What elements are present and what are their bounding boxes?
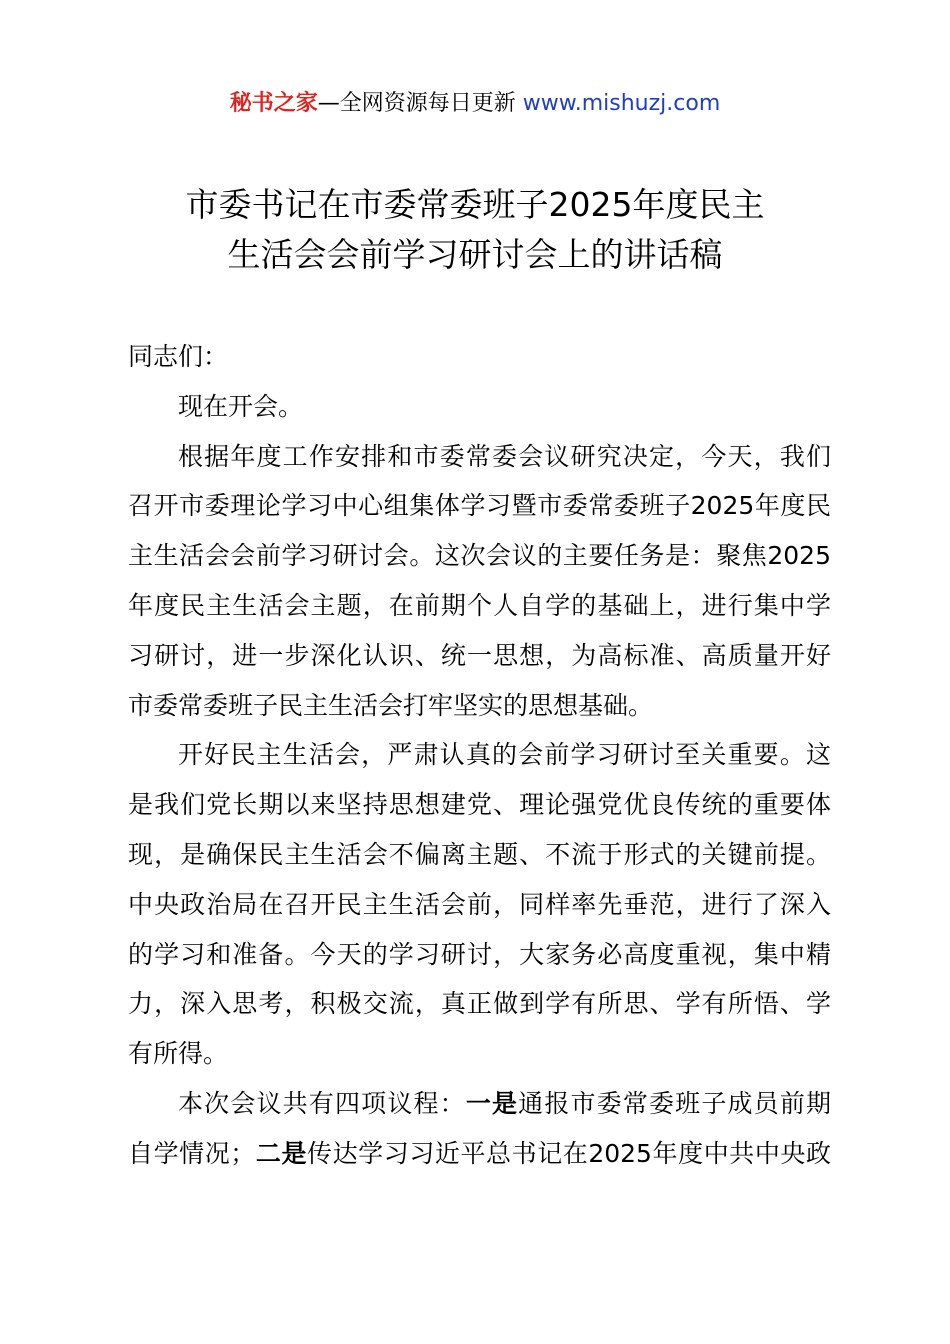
site-url-link[interactable]: www.mishuzj.com xyxy=(522,91,721,116)
agenda-item-1-marker: 一是 xyxy=(465,1088,519,1118)
paragraph-3-line: 有所得。 xyxy=(128,1039,229,1069)
paragraph-2-line: 习研讨，进一步深化认识、统一思想，为高标准、高质量开好 xyxy=(128,640,831,670)
header-tagline: —全网资源每日更新 xyxy=(317,91,523,116)
paragraph-4-line xyxy=(128,1079,831,1129)
document-title xyxy=(0,180,950,280)
paragraph-2-line: 市委常委班子民主生活会打牢坚实的思想基础。 xyxy=(128,690,654,720)
paragraph-1: 现在开会。 xyxy=(178,391,304,421)
paragraph-3-line: 开好民主生活会，严肃认真的会前学习研讨至关重要。这 xyxy=(178,740,831,770)
paragraph-3-line: 中央政治局在召开民主生活会前，同样率先垂范，进行了深入 xyxy=(128,889,831,919)
paragraph-4-line xyxy=(128,1129,831,1179)
title-line-2: 生活会会前学习研讨会上的讲话稿 xyxy=(227,235,723,274)
agenda-item-1-text-cont: 自学情况； xyxy=(128,1138,256,1168)
salutation: 同志们： xyxy=(128,342,229,371)
brand-name: 秘书之家 xyxy=(229,91,318,116)
paragraph-2-line: 年度民主生活会主题，在前期个人自学的基础上，进行集中学 xyxy=(128,590,831,620)
agenda-intro: 本次会议共有四项议程： xyxy=(178,1088,466,1118)
paragraph-2-line: 主生活会会前学习研讨会。这次会议的主要任务是：聚焦2025 xyxy=(128,541,831,571)
agenda-item-2-text: 传达学习习近平总书记在2025年度中共中央政 xyxy=(307,1138,831,1168)
agenda-item-2-marker: 二是 xyxy=(255,1138,308,1168)
paragraph-2-line: 召开市委理论学习中心组集体学习暨市委常委班子2025年度民 xyxy=(128,491,831,521)
paragraph-3-line: 是我们党长期以来坚持思想建党、理论强党优良传统的重要体 xyxy=(128,790,831,820)
paragraph-2-line: 根据年度工作安排和市委常委会议研究决定，今天，我们 xyxy=(178,441,831,471)
paragraph-3-line: 力，深入思考，积极交流，真正做到学有所思、学有所悟、学 xyxy=(128,989,831,1019)
agenda-item-1-text: 通报市委常委班子成员前期 xyxy=(518,1088,831,1118)
paragraph-3-line: 现，是确保民主生活会不偏离主题、不流于形式的关键前提。 xyxy=(128,839,831,869)
paragraph-3-line: 的学习和准备。今天的学习研讨，大家务必高度重视，集中精 xyxy=(128,939,831,969)
document-body xyxy=(128,332,831,1179)
title-line-1: 市委书记在市委常委班子2025年度民主 xyxy=(185,185,765,224)
site-header xyxy=(0,86,950,122)
